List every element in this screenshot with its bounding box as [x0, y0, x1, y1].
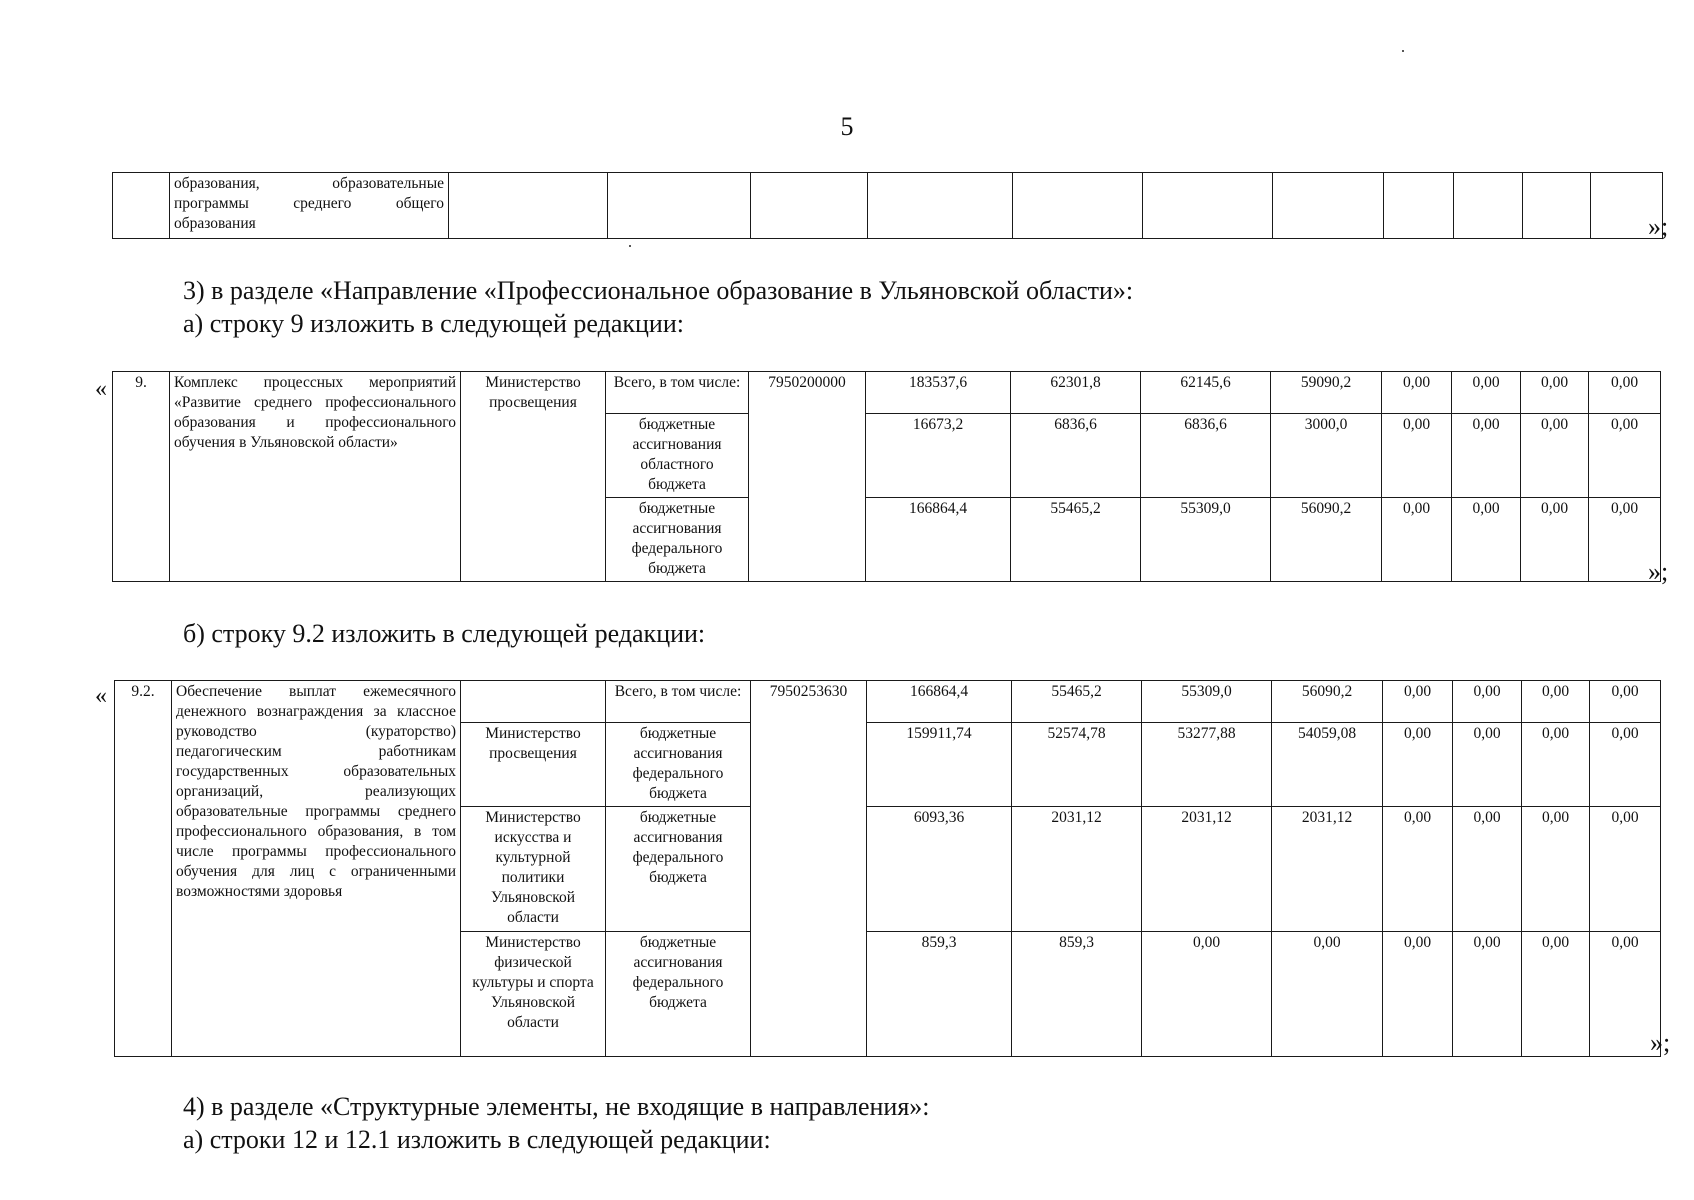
value-cell: 0,00	[1522, 723, 1590, 807]
row92-number: 9.2.	[115, 681, 172, 1057]
value-cell: 59090,2	[1271, 372, 1382, 414]
value-cell: 0,00	[1382, 414, 1452, 498]
scan-speck	[629, 245, 631, 247]
cont-cell	[1143, 173, 1273, 239]
value-cell: 0,00	[1453, 681, 1522, 723]
cont-cell	[751, 173, 868, 239]
cont-cell	[868, 173, 1013, 239]
value-cell: 0,00	[1589, 498, 1661, 582]
value-cell: 62145,6	[1141, 372, 1271, 414]
opening-quote: «	[95, 376, 107, 402]
value-cell: 55309,0	[1141, 498, 1271, 582]
opening-quote: «	[95, 683, 107, 709]
cont-cell	[1523, 173, 1591, 239]
value-cell: 56090,2	[1271, 498, 1382, 582]
value-cell: 56090,2	[1272, 681, 1383, 723]
row92-executor: Министерство физической культуры и спорта Ульяновской области	[461, 932, 606, 1057]
section3-sub-a: а) строку 9 изложить в следующей редакции:	[183, 309, 684, 338]
closing-quote: »;	[1650, 1028, 1671, 1057]
cont-cell-num	[113, 173, 170, 239]
value-cell: 0,00	[1272, 932, 1383, 1057]
value-cell: 183537,6	[866, 372, 1011, 414]
value-cell: 0,00	[1453, 807, 1522, 932]
closing-quote: »;	[1648, 212, 1669, 241]
value-cell: 54059,08	[1272, 723, 1383, 807]
row9-source: бюджетные ассигнования областного бюджета	[606, 414, 749, 498]
value-cell: 859,3	[1012, 932, 1142, 1057]
row9-code: 7950200000	[749, 372, 866, 582]
cont-cell	[1273, 173, 1384, 239]
value-cell: 2031,12	[1012, 807, 1142, 932]
value-cell: 0,00	[1521, 414, 1589, 498]
row92-executor: Министерство искусства и культурной политики Ульяновской области	[461, 807, 606, 932]
value-cell: 52574,78	[1012, 723, 1142, 807]
row92-name: Обеспечение выплат ежемесячного денежного вознаграждения за классное руководство (кураторство) педагогическим работникам государственных образовательных организаций, реализующих образовательные программы среднего профессионального образования, в том числе программы профессионального обучения для лиц с ограниченными возможностями здоровья	[172, 681, 461, 1057]
value-cell: 6093,36	[867, 807, 1012, 932]
value-cell: 0,00	[1521, 372, 1589, 414]
value-cell: 0,00	[1382, 498, 1452, 582]
value-cell: 0,00	[1383, 807, 1453, 932]
value-cell: 0,00	[1590, 932, 1661, 1057]
value-cell: 6836,6	[1141, 414, 1271, 498]
row9-source: бюджетные ассигнования федерального бюджета	[606, 498, 749, 582]
value-cell: 16673,2	[866, 414, 1011, 498]
continuation-table	[112, 172, 1663, 239]
value-cell: 6836,6	[1011, 414, 1141, 498]
row92-source: бюджетные ассигнования федерального бюджета	[606, 723, 751, 807]
value-cell: 0,00	[1590, 723, 1661, 807]
closing-quote: »;	[1648, 557, 1669, 586]
row92-source: бюджетные ассигнования федерального бюджета	[606, 807, 751, 932]
section4-sub-a: а) строки 12 и 12.1 изложить в следующей редакции:	[183, 1125, 771, 1154]
value-cell: 0,00	[1453, 723, 1522, 807]
cont-cell	[1384, 173, 1454, 239]
value-cell: 0,00	[1521, 498, 1589, 582]
section3-heading: 3) в разделе «Направление «Профессиональное образование в Ульяновской области»:	[183, 276, 1134, 305]
value-cell: 0,00	[1589, 414, 1661, 498]
row92-code: 7950253630	[751, 681, 867, 1057]
cont-cell	[1454, 173, 1523, 239]
value-cell: 166864,4	[867, 681, 1012, 723]
sub-b-heading: б) строку 9.2 изложить в следующей редакции:	[183, 619, 706, 648]
cont-cell-name: образования, образовательные программы среднего общего образования	[170, 173, 449, 239]
row9-source: Всего, в том числе:	[606, 372, 749, 414]
value-cell: 0,00	[1383, 681, 1453, 723]
row9-name: Комплекс процессных мероприятий «Развитие среднего профессионального образования и профессионального обучения в Ульяновской области»	[170, 372, 461, 582]
row92-executor: Министерство просвещения	[461, 723, 606, 807]
row92-table	[114, 680, 1661, 1057]
section4-heading: 4) в разделе «Структурные элементы, не входящие в направления»:	[183, 1092, 930, 1121]
value-cell: 159911,74	[867, 723, 1012, 807]
value-cell: 0,00	[1590, 681, 1661, 723]
scan-speck	[1402, 50, 1404, 52]
value-cell: 0,00	[1522, 932, 1590, 1057]
row9-executor: Министерство просвещения	[461, 372, 606, 582]
value-cell: 166864,4	[866, 498, 1011, 582]
value-cell: 0,00	[1382, 372, 1452, 414]
value-cell: 62301,8	[1011, 372, 1141, 414]
value-cell: 0,00	[1453, 932, 1522, 1057]
value-cell: 0,00	[1522, 807, 1590, 932]
row92-executor	[461, 681, 606, 723]
value-cell: 2031,12	[1272, 807, 1383, 932]
row9-table	[112, 371, 1661, 582]
row92-source: бюджетные ассигнования федерального бюджета	[606, 932, 751, 1057]
value-cell: 0,00	[1589, 372, 1661, 414]
cont-cell	[1013, 173, 1143, 239]
value-cell: 2031,12	[1142, 807, 1272, 932]
value-cell: 0,00	[1452, 372, 1521, 414]
row9-number: 9.	[113, 372, 170, 582]
page-number: 5	[840, 112, 854, 141]
value-cell: 55309,0	[1142, 681, 1272, 723]
value-cell: 0,00	[1452, 414, 1521, 498]
value-cell: 55465,2	[1011, 498, 1141, 582]
cont-cell	[449, 173, 608, 239]
value-cell: 0,00	[1590, 807, 1661, 932]
value-cell: 55465,2	[1012, 681, 1142, 723]
value-cell: 0,00	[1522, 681, 1590, 723]
row92-source: Всего, в том числе:	[606, 681, 751, 723]
value-cell: 53277,88	[1142, 723, 1272, 807]
value-cell: 0,00	[1383, 932, 1453, 1057]
value-cell: 859,3	[867, 932, 1012, 1057]
value-cell: 0,00	[1383, 723, 1453, 807]
value-cell: 3000,0	[1271, 414, 1382, 498]
value-cell: 0,00	[1452, 498, 1521, 582]
cont-cell	[608, 173, 751, 239]
value-cell: 0,00	[1142, 932, 1272, 1057]
